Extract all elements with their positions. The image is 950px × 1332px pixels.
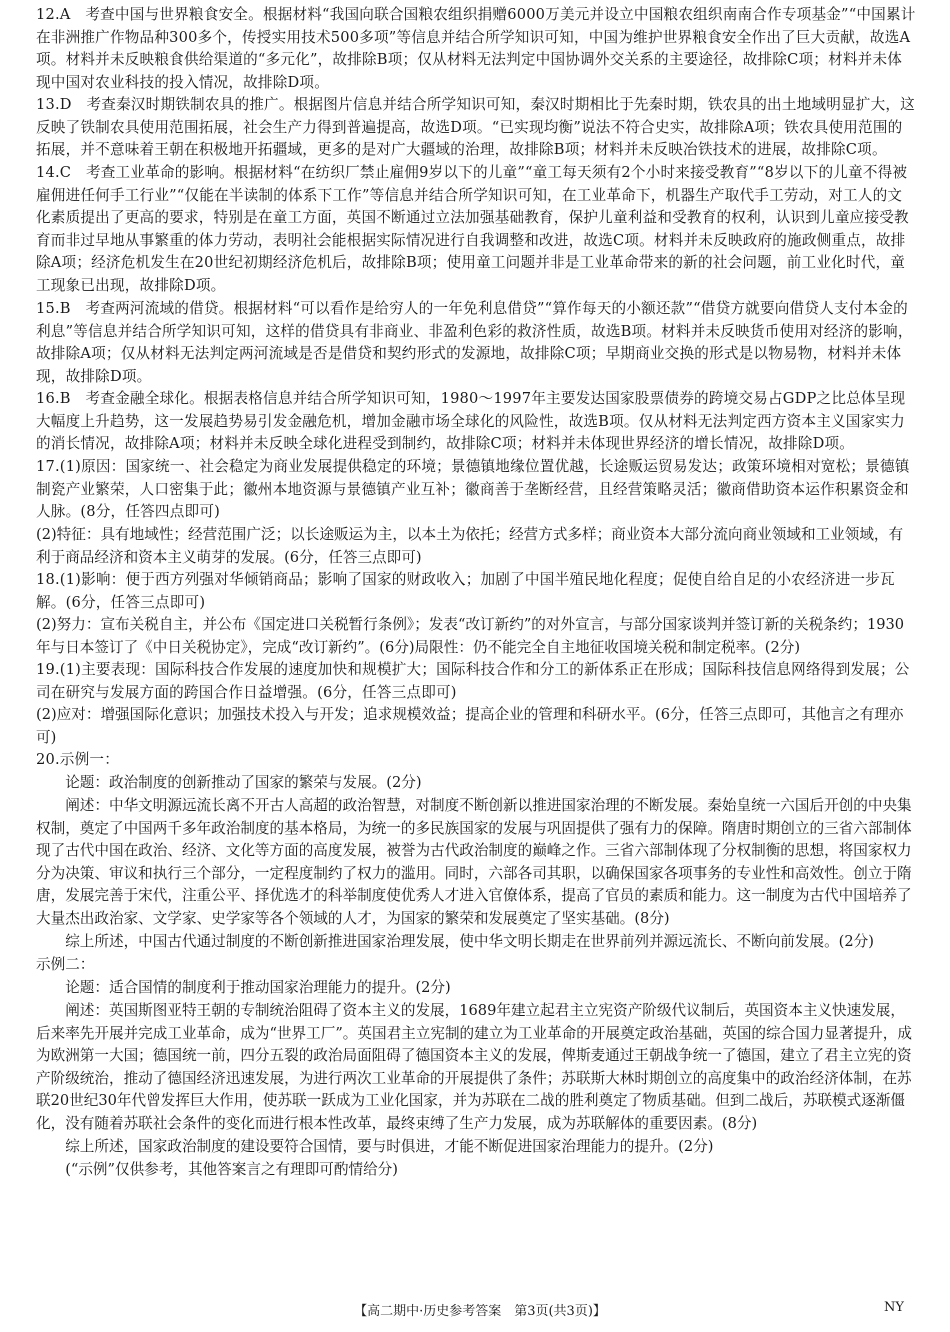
answer-17-2: (2)特征：具有地域性；经营范围广泛；以长途贩运为主，以本土为依托；经营方式多样；商业资本大部分流向商业领域和工业领域，有利于商品经济和资本主义萌芽的发展。(6分，任答三点即可) bbox=[36, 526, 904, 566]
answer-12: 12.A 考查中国与世界粮食安全。根据材料“我国向联合国粮农组织捐赠6000万美元并设立中国粮农组织南南合作专项基金”“中国累计在非洲推广作物品种300多个，传授实用技术500多项”等信息并结合所学知识可知，中国为维护世界粮食安全作出了巨大贡献，故选A项。材料并未反映粮食供给渠道的“多元化”，故排除B项；仅从材料无法判定中国协调外交关系的主要途径，故排除C项；材料并未体现中国对农业科技的投入情况，故排除D项。 bbox=[36, 6, 916, 91]
example-1-thesis: 论题：政治制度的创新推动了国家的繁荣与发展。(2分) bbox=[65, 774, 422, 791]
answer-20-heading: 20.示例一： bbox=[36, 751, 119, 768]
answer-18-2: (2)努力：宣布关税自主，并公布《国定进口关税暂行条例》；发表“改订新约”的对外宣言，与部分国家谈判并签订新的关税条约；1930年与日本签订了《中日关税协定》，完成“改订新约”。(6分)局限性：仍不能完全自主地征收国境关税和制定税率。(2分) bbox=[36, 616, 905, 656]
answer-18-1: 18.(1)影响：便于西方列强对华倾销商品；影响了国家的财政收入；加剧了中国半殖民地化程度；促使自给自足的小农经济进一步瓦解。(6分，任答三点即可) bbox=[36, 571, 895, 611]
example-note: (“示例”仅供参考，其他答案言之有理即可酌情给分) bbox=[65, 1161, 398, 1178]
answer-19-2: (2)应对：增强国际化意识；加强技术投入与开发；追求规模效益；提高企业的管理和科研水平。(6分，任答三点即可，其他言之有理亦可) bbox=[36, 706, 904, 746]
answer-19-1: 19.(1)主要表现：国际科技合作发展的速度加快和规模扩大；国际科技合作和分工的新体系正在形成；国际科技信息网络得到发展；公司在研究与发展方面的跨国合作日益增强。(6分，任答三点即可) bbox=[36, 661, 910, 701]
example-2-conclusion: 综上所述，国家政治制度的建设要符合国情，要与时俱进，才能不断促进国家治理能力的提升。(2分) bbox=[65, 1138, 714, 1155]
example-2-heading: 示例二： bbox=[36, 956, 95, 973]
footer-code: NY bbox=[884, 1300, 904, 1315]
answer-14: 14.C 考查工业革命的影响。根据材料“在纺织厂禁止雇佣9岁以下的儿童”“童工每天须有2个小时来接受教育”“8岁以下的儿童不得被雇佣进任何手工行业”“仅能在半读制的体系下工作”等信息并结合所学知识可知，在工业革命下，机器生产取代手工劳动，对工人的文化素质提出了更高的要求，特别是在童工方面，英国不断通过立法加强基础教育，保护儿童利益和受教育的权利，认识到儿童应接受教育而非过早地从事繁重的体力劳动，表明社会能根据实际情况进行自我调整和改进，故选C项。材料并未反映政府的施政侧重点，故排除A项；经济危机发生在20世纪初期经济危机后，故排除B项；使用童工问题并非是工业革命带来的新的社会问题，前工业化时代，童工现象已出现，故排除D项。 bbox=[36, 164, 909, 294]
answer-16: 16.B 考查金融全球化。根据表格信息并结合所学知识可知，1980～1997年主要发达国家股票债券的跨境交易占GDP之比总体呈现大幅度上升趋势，这一发展趋势易引发金融危机，增加金融市场全球化的风险性，故选B项。仅从材料无法判定西方资本主义国家实力的消长情况，故排除A项；材料并未反映全球化进程受到制约，故排除C项；材料并未体现世界经济的增长情况，故排除D项。 bbox=[36, 390, 906, 453]
footer-text: 【高二期中·历史参考答案 第3页(共3页)】 bbox=[354, 1304, 606, 1319]
example-2-thesis: 论题：适合国情的制度利于推动国家治理能力的提升。(2分) bbox=[65, 979, 451, 996]
example-2-body: 阐述：英国斯图亚特王朝的专制统治阻碍了资本主义的发展，1689年建立起君主立宪资产阶级代议制后，英国资本主义快速发展，后来率先开展并完成工业革命，成为“世界工厂”。英国君主立宪制的建立为工业革命的开展奠定政治基础，英国的综合国力显著提升，成为欧洲第一大国；德国统一前，四分五裂的政治局面阻碍了德国资本主义的发展，俾斯麦通过王朝战争统一了德国，建立了君主立宪的资产阶级统治，推动了德国经济迅速发展，为进行两次工业革命的开展提供了条件；苏联斯大林时期创立的高度集中的政治经济体制，在苏联20世纪30年代曾发挥巨大作用，使苏联一跃成为工业化国家，并为苏联在二战的胜利奠定了物质基础。但到二战后，苏联模式逐渐僵化，没有随着苏联社会条件的变化而进行根本性改革，最终束缚了生产力发展，成为苏联解体的重要因素。(8分) bbox=[36, 1002, 912, 1132]
example-1-body: 阐述：中华文明源远流长离不开古人高超的政治智慧，对制度不断创新以推进国家治理的不断发展。秦始皇统一六国后开创的中央集权制，奠定了中国两千多年政治制度的基本格局，为统一的多民族国家的发展与巩固提供了强有力的保障。隋唐时期创立的三省六部制体现了古代中国在政治、经济、文化等方面的高度发展，被誉为古代政治制度的巅峰之作。三省六部制体现了分权制衡的思想，将国家权力分为决策、审议和执行三个部分，一定程度制约了权力的滥用。同时，六部各司其职，以确保国家各项事务的专业性和高效性。创立于隋唐，发展完善于宋代，注重公平、择优选才的科举制度使优秀人才进入官僚体系，提高了官员的素质和能力。这一制度为古代中国培养了大量杰出政治家、文学家、史学家等各个领域的人才，为国家的繁荣和发展奠定了坚实基础。(8分) bbox=[36, 797, 912, 927]
answer-15: 15.B 考查两河流域的借贷。根据材料“可以看作是给穷人的一年免利息借贷”“算作每天的小额还款”“借贷方就要向借贷人支付本金的利息”等信息并结合所学知识可知，这样的借贷具有非商业、非盈利色彩的救济性质，故选B项。材料并未反映货币使用对经济的影响，故排除A项；仅从材料无法判定两河流域是否是借贷和契约形式的发源地，故排除C项；早期商业交换的形式是以物易物，材料并未体现，故排除D项。 bbox=[36, 300, 913, 385]
example-1-conclusion: 综上所述，中国古代通过制度的不断创新推进国家治理发展，使中华文明长期走在世界前列并源远流长、不断向前发展。(2分) bbox=[65, 933, 874, 950]
answer-17-1: 17.(1)原因：国家统一、社会稳定为商业发展提供稳定的环境；景德镇地缘位置优越，长途贩运贸易发达；政策环境相对宽松；景德镇制瓷产业繁荣，人口密集于此；徽州本地资源与景德镇产业互补；徽商善于垄断经营，且经营策略灵活；徽商借助资本运作积累资金和人脉。(8分，任答四点即可) bbox=[36, 458, 910, 521]
answer-13: 13.D 考查秦汉时期铁制农具的推广。根据图片信息并结合所学知识可知，秦汉时期相比于先秦时期，铁农具的出土地域明显扩大，这反映了铁制农具使用范围拓展，社会生产力得到普遍提高，故选D项。“已实现均衡”说法不符合史实，故排除A项；铁农具使用范围的拓展，并不意味着王朝在积极地开拓疆域，更多的是对广大疆域的治理，故排除B项；材料并未反映冶铁技术的进展，故排除C项。 bbox=[36, 96, 915, 159]
